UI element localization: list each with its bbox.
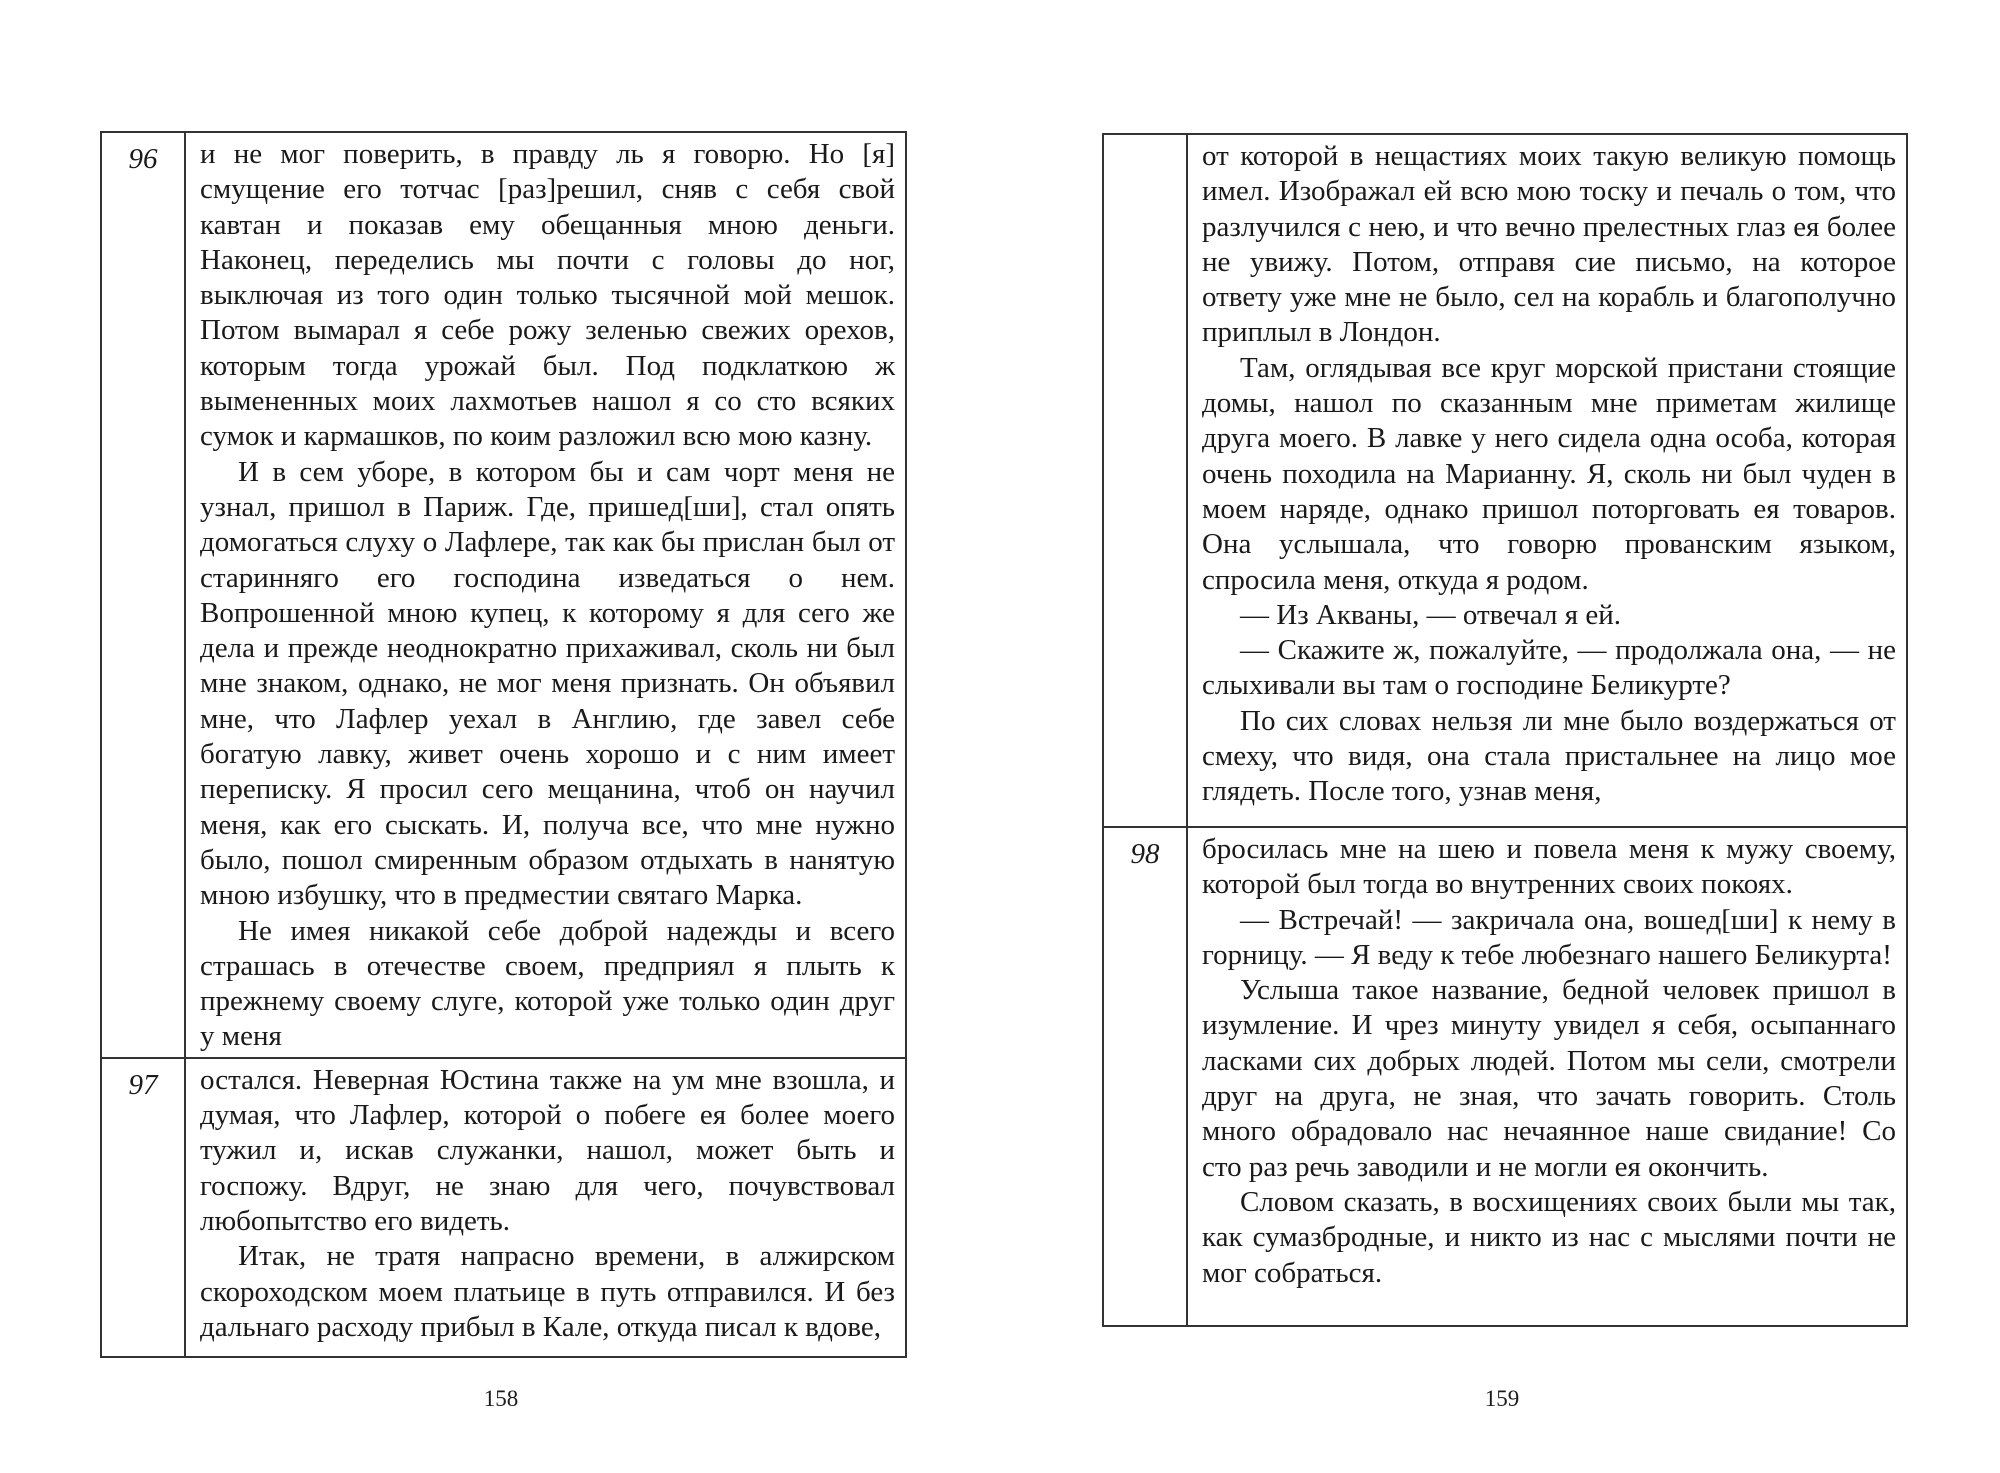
paragraph: По сих словах нельзя ли мне было воздержаться от смеху, что видя, она стала пристальнее на лицо мое глядеть. После того, узнав меня, bbox=[1202, 704, 1896, 808]
row-text bbox=[1187, 827, 1907, 1326]
paragraph: и не мог поверить, в правду ль я говорю. Но [я] смущение его тотчас [раз]решил, сняв с себя свой кавтан и показав ему обещанныя мною деньги. Наконец, переделись мы почти с головы до ног, выключая из того один только тысячной мой мешок. Потом вымарал я себе рожу зеленью свежих орехов, которым тогда урожай был. Под подклаткою ж вымененных моих лахмотьев нашол я со сто всяких сумок и кармашков, по коим разложил всю мою казну. bbox=[200, 138, 895, 453]
row-number: 97 bbox=[101, 1058, 185, 1357]
row-text bbox=[185, 1058, 906, 1357]
table-row bbox=[101, 132, 906, 1058]
paragraph: Не имея никакой себе доброй надежды и всего страшась в отечестве своем, предприял я плыть к прежнему своему слуге, которой уже только один друг у меня bbox=[200, 914, 895, 1053]
table-row bbox=[1103, 134, 1907, 827]
table-row bbox=[101, 1058, 906, 1357]
right-page bbox=[1000, 0, 2000, 1473]
row-text bbox=[1187, 134, 1907, 827]
paragraph: И в сем уборе, в котором бы и сам чорт меня не узнал, пришол в Париж. Где, пришед[ши], стал опять домогаться слуху о Лафлере, так как бы прислан был от старинняго его господина изведаться о нем. Вопрошенной мною купец, к которому я для сего же дела и прежде неоднократно прихаживал, сколь ни был мне знаком, однако, не мог меня признать. Он объявил мне, что Лафлер уехал в Англию, где завел себе богатую лавку, живет очень хорошо и с ним имеет переписку. Я просил сего мещанина, чтоб он научил меня, как его сыскать. И, получа все, что мне нужно было, пошол смиренным образом отдыхать в нанятую мною избушку, что в предместии святаго Марка. bbox=[200, 455, 895, 912]
paragraph: Услыша такое название, бедной человек пришол в изумление. И чрез минуту увидел я себя, осыпаннаго ласками сих добрых людей. Потом мы сели, смотрели друг на друга, не зная, что зачать говорить. Столь много обрадовало нас нечаянное наше свидание! Со сто раз речь заводили и не могли ея окончить. bbox=[1202, 974, 1896, 1183]
table-row bbox=[1103, 827, 1907, 1326]
paragraph: — Из Акваны, — отвечал я ей. bbox=[1240, 598, 1621, 631]
row-number bbox=[1103, 134, 1187, 827]
paragraph: Там, оглядывая все круг морской пристани стоящие домы, нашол по сказанным мне приметам жилище друга моего. В лавке у него сидела одна особа, которая очень походила на Марианну. Я, сколь ни был чуден в моем наряде, однако пришол поторговать ея товаров. Она услышала, что говорю прованским языком, спросила меня, откуда я родом. bbox=[1202, 351, 1896, 596]
paragraph: — Встречай! — закричала она, вошед[ши] к нему в горницу. — Я веду к тебе любезнаго нашего Беликурта! bbox=[1202, 903, 1896, 971]
left-page-table bbox=[100, 131, 907, 1358]
paragraph: от которой в нещастиях моих такую великую помощь имел. Изображал ей всю мою тоску и печаль о том, что разлучился с нею, и что вечно прелестных глаз ея более не увижу. Потом, отправя сие письмо, на которое ответу уже мне не было, сел на корабль и благополучно приплыл в Лондон. bbox=[1202, 140, 1896, 349]
right-page-table bbox=[1102, 133, 1908, 1327]
paragraph: бросилась мне на шею и повела меня к мужу своему, которой был тогда во внутренних своих покоях. bbox=[1202, 833, 1896, 901]
row-number: 96 bbox=[101, 132, 185, 1058]
row-text bbox=[185, 132, 906, 1058]
page-number: 159 bbox=[1484, 1386, 1520, 1411]
paragraph: Итак, не тратя напрасно времени, в алжирском скороходском моем платьице в путь отправился. И без дальнаго расходу прибыл в Кале, откуда писал к вдове, bbox=[200, 1240, 895, 1343]
paragraph: — Скажите ж, пожалуйте, — продолжала она, — не слыхивали вы там о господине Беликурте? bbox=[1202, 634, 1896, 702]
paragraph: Словом сказать, в восхищениях своих были мы так, как сумазбродные, и никто из нас с мыслями почти не мог собраться. bbox=[1202, 1185, 1896, 1289]
paragraph: остался. Неверная Юстина также на ум мне взошла, и думая, что Лафлер, которой о побеге ея более моего тужил и, искав служанки, нашол, может быть и госпожу. Вдруг, не знаю для чего, почувствовал любопытство его видеть. bbox=[200, 1063, 895, 1237]
row-number: 98 bbox=[1103, 827, 1187, 1326]
page-number: 158 bbox=[483, 1386, 519, 1411]
